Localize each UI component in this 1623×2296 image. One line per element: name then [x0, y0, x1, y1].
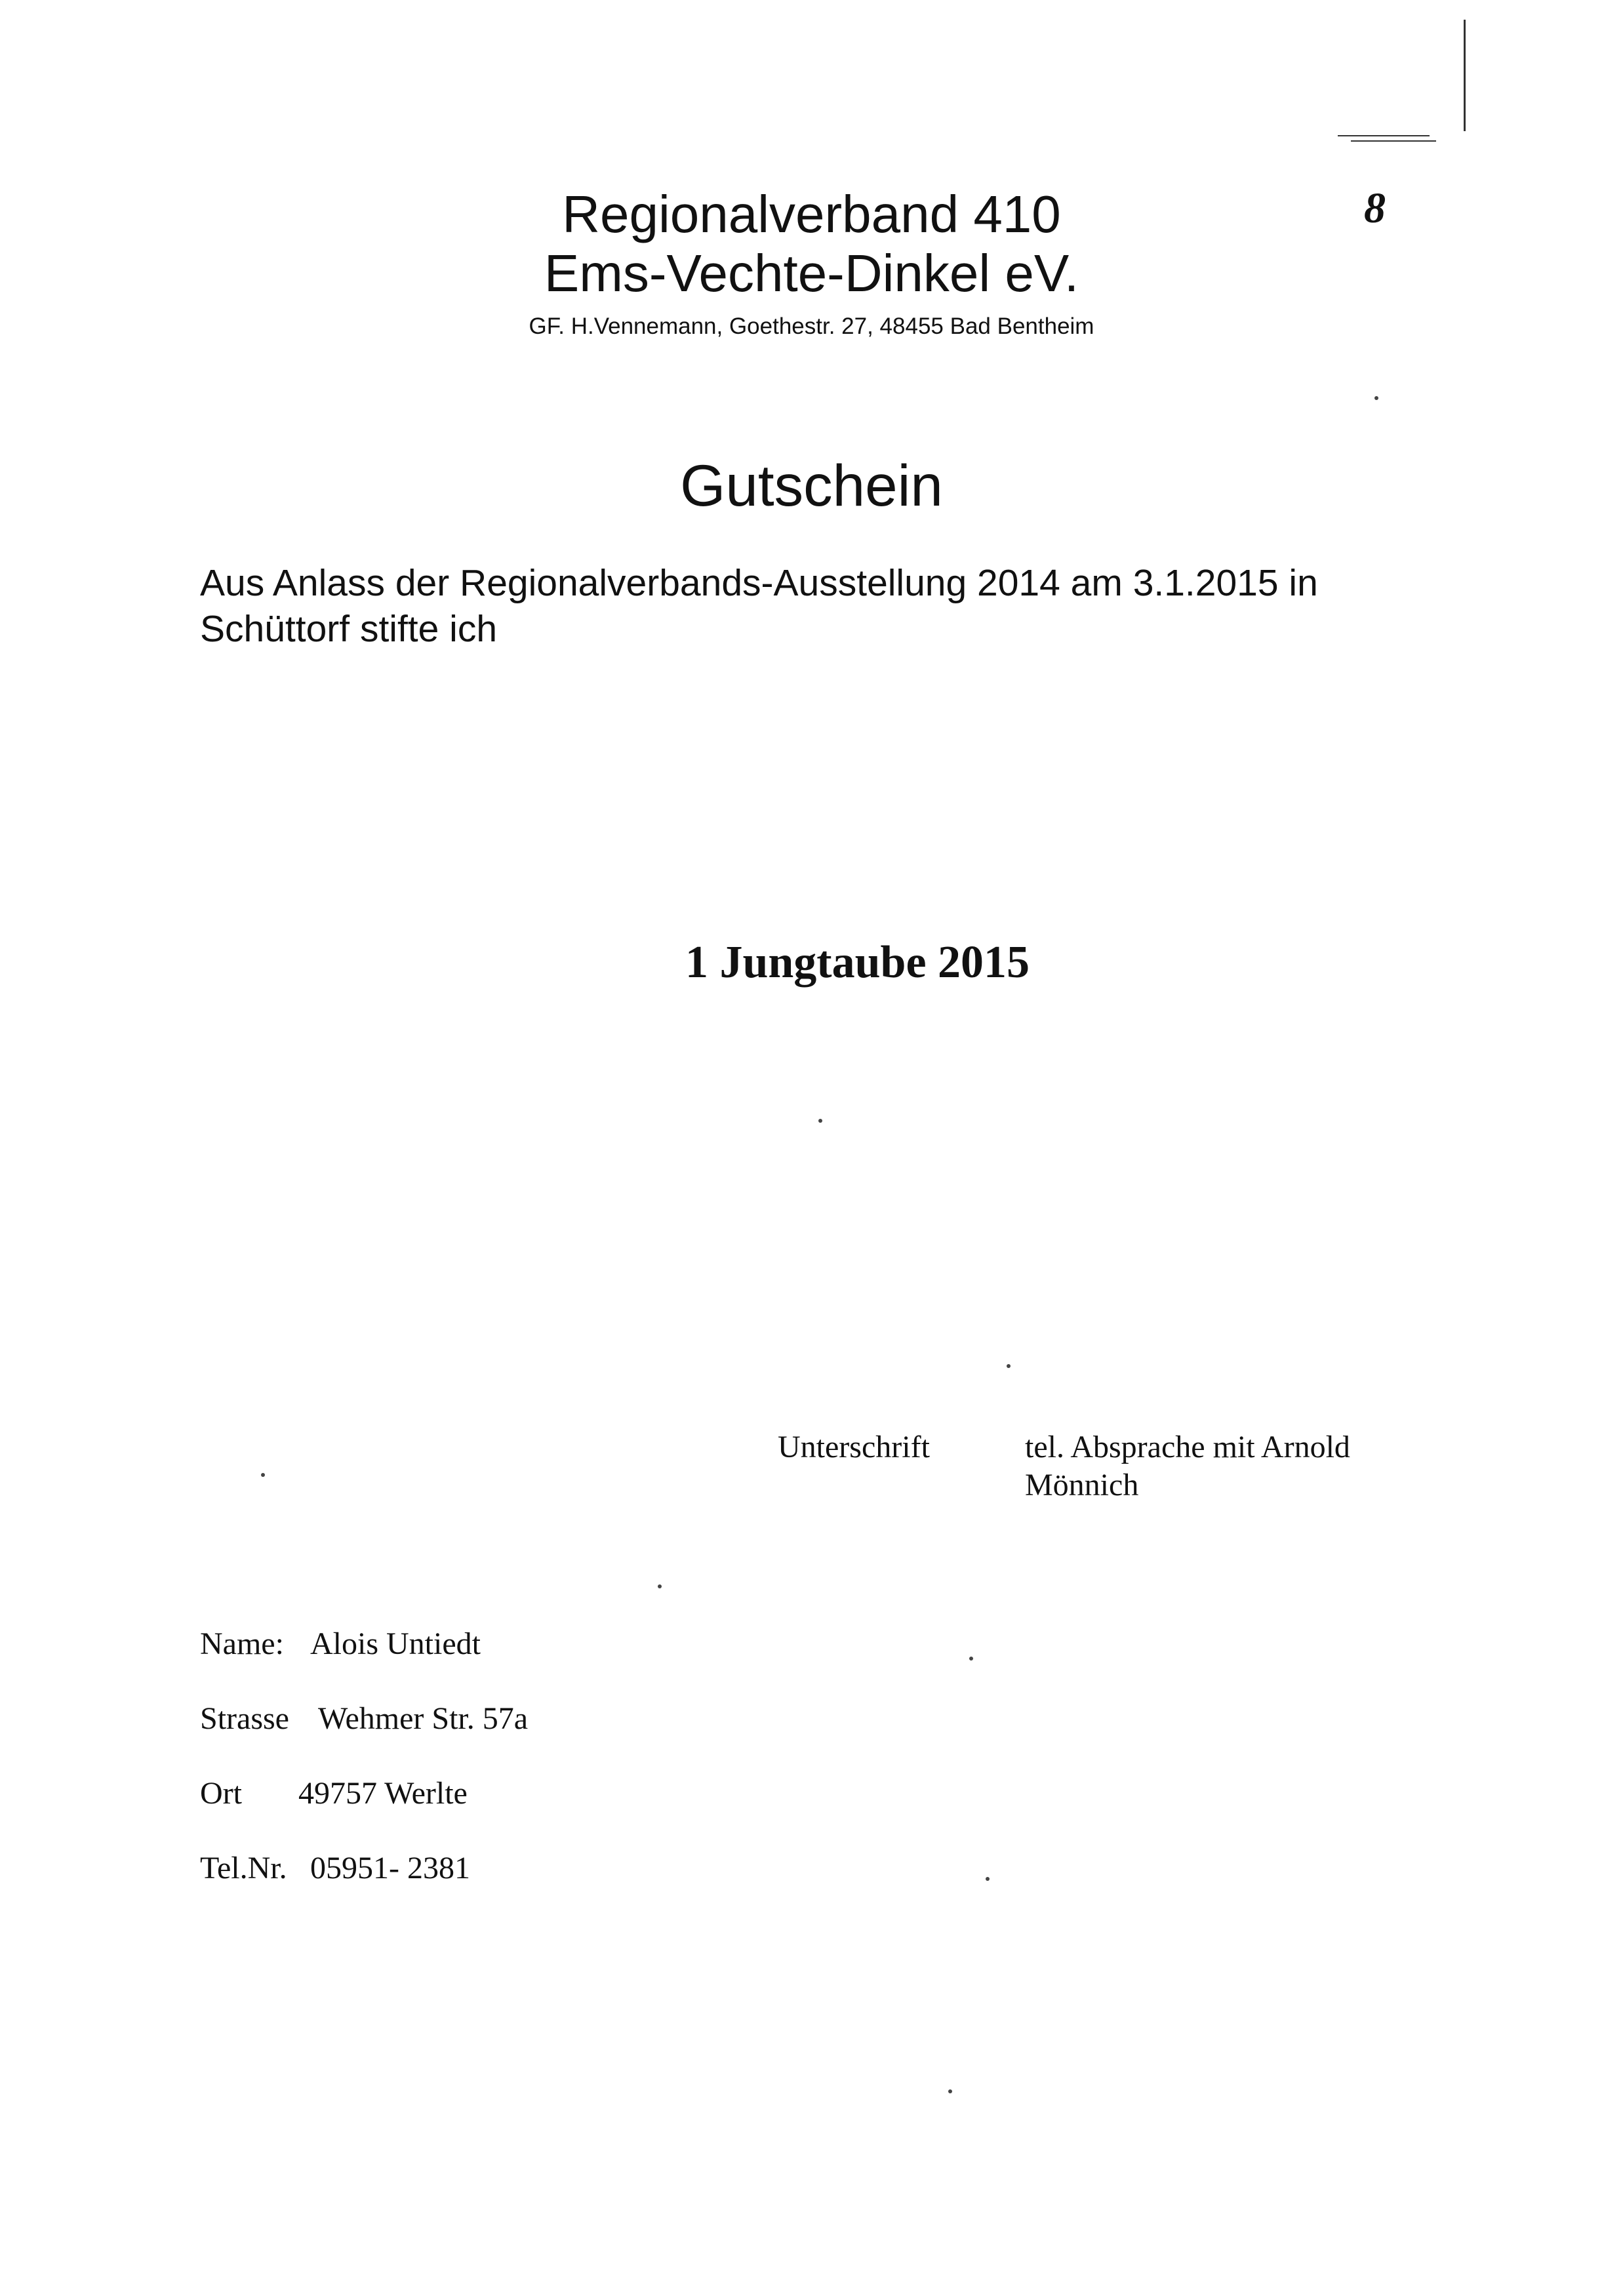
org-name: Regionalverband 410	[562, 185, 1061, 243]
scan-speck	[969, 1657, 973, 1661]
scan-speck	[658, 1584, 662, 1588]
scan-mark	[1351, 140, 1436, 142]
tel-label: Tel.Nr.	[200, 1851, 287, 1885]
signature-label: Unterschrift	[778, 1430, 930, 1464]
scan-speck	[818, 1119, 822, 1123]
org-address: GF. H.Vennemann, Goethestr. 27, 48455 Bad Bentheim	[529, 313, 1094, 339]
org-subtitle: Ems-Vechte-Dinkel eV.	[544, 244, 1079, 302]
tel-value: 05951- 2381	[310, 1851, 470, 1885]
scan-speck	[1374, 396, 1378, 400]
donor-city-row	[200, 1775, 468, 1813]
donated-item: 1 Jungtaube 2015	[685, 937, 1030, 988]
city-value: 49757 Werlte	[298, 1776, 468, 1811]
scan-speck	[986, 1877, 990, 1881]
street-value: Wehmer Str. 57a	[318, 1701, 529, 1736]
street-label: Strasse	[200, 1701, 289, 1736]
voucher-title: Gutschein	[680, 453, 943, 518]
scan-mark	[1464, 20, 1466, 131]
scan-speck	[1007, 1364, 1011, 1368]
city-label: Ort	[200, 1776, 242, 1811]
name-value: Alois Untiedt	[310, 1626, 481, 1661]
scan-speck	[261, 1473, 265, 1477]
signature-note: tel. Absprache mit Arnold Mönnich	[1025, 1430, 1350, 1502]
scan-speck	[948, 2089, 952, 2093]
scan-mark	[1338, 135, 1430, 136]
donor-tel-row	[200, 1849, 470, 1887]
donor-street-row	[200, 1700, 528, 1738]
name-label: Name:	[200, 1626, 284, 1661]
intro-text: Aus Anlass der Regionalverbands-Ausstellung 2014 am 3.1.2015 in Schüttorf stifte ich	[200, 562, 1318, 650]
donor-name-row	[200, 1625, 481, 1663]
page-number: 8	[1364, 184, 1386, 232]
